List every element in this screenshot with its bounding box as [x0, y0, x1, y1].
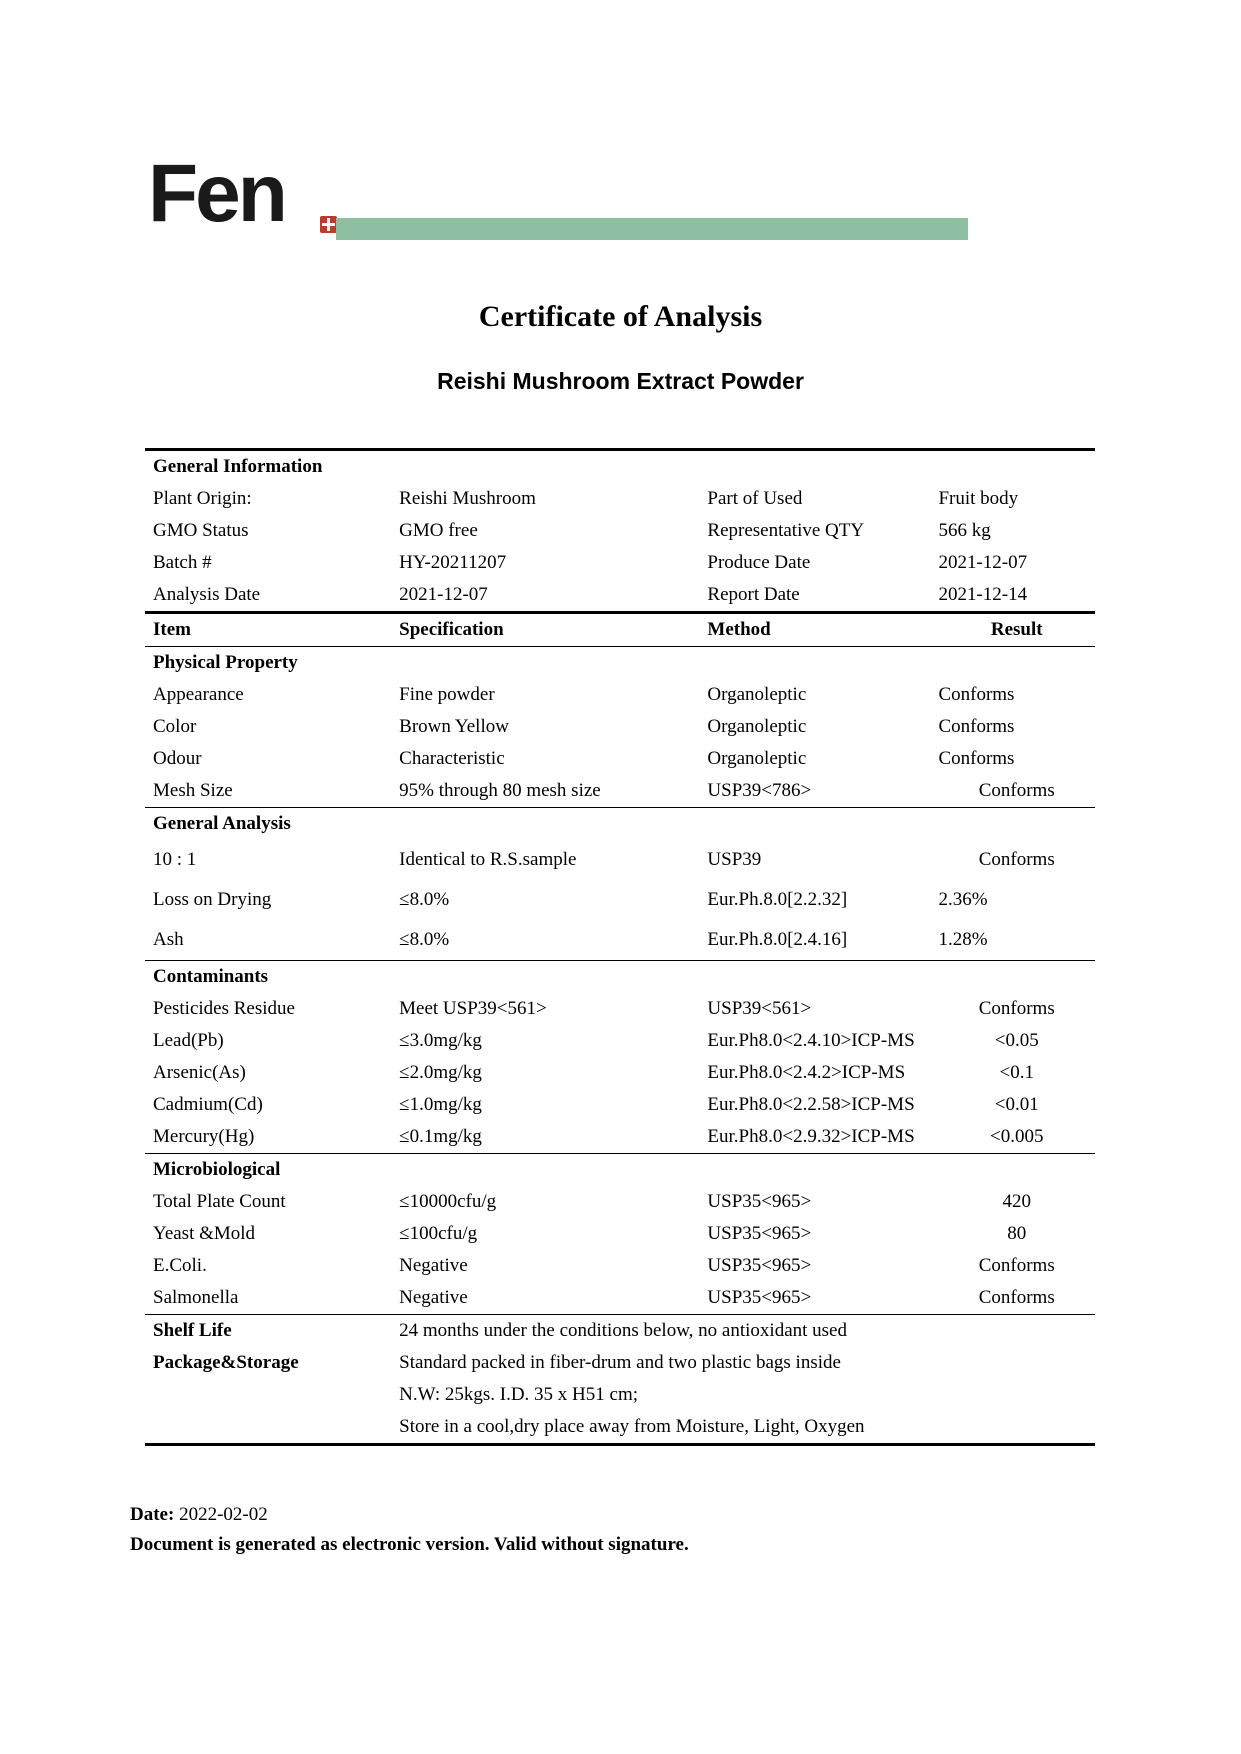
section-heading-general-information: [145, 450, 1095, 484]
table-row: [145, 547, 1095, 579]
cell-specification: Meet USP39<561>: [399, 998, 547, 1019]
cell-label: Part of Used: [707, 488, 803, 509]
shelf-life-label: Shelf Life: [145, 1315, 399, 1348]
cell-label: Report Date: [707, 584, 800, 605]
cell-value: Fruit body: [938, 488, 1019, 509]
cell-item: Salmonella: [153, 1287, 239, 1308]
cell-result: Conforms: [978, 780, 1055, 801]
cell-result: Conforms: [978, 1255, 1055, 1276]
table-row: [145, 515, 1095, 547]
cell-method: USP35<965>: [707, 1191, 812, 1212]
cell-item: E.Coli.: [153, 1255, 207, 1276]
table-row: [145, 1218, 1095, 1250]
cell-specification: ≤10000cfu/g: [399, 1191, 497, 1212]
cell-item: Lead(Pb): [153, 1030, 224, 1051]
cell-method: Eur.Ph8.0<2.4.10>ICP-MS: [707, 1030, 915, 1051]
cell-result: Conforms: [938, 748, 1015, 769]
table-row: [145, 880, 1095, 920]
table-row: [145, 679, 1095, 711]
cell-label: Representative QTY: [707, 520, 865, 541]
cell-method: Eur.Ph8.0<2.9.32>ICP-MS: [707, 1126, 915, 1147]
column-header-method: Method: [707, 613, 938, 647]
cell-item: Mercury(Hg): [153, 1126, 255, 1147]
footer-date-label: Date:: [130, 1504, 175, 1525]
cell-method: Eur.Ph.8.0[2.4.16]: [707, 929, 848, 950]
cell-item: Cadmium(Cd): [153, 1094, 263, 1115]
medical-cross-icon: [320, 216, 337, 233]
package-storage-row: [145, 1411, 1095, 1445]
cell-result: <0.05: [994, 1030, 1039, 1051]
table-row: [145, 711, 1095, 743]
table-row: [145, 1057, 1095, 1089]
cell-result: <0.1: [999, 1062, 1034, 1083]
section-heading-microbiological: [145, 1154, 1095, 1187]
cell-method: USP35<965>: [707, 1255, 812, 1276]
cell-item: Yeast &Mold: [153, 1223, 256, 1244]
cell-specification: ≤3.0mg/kg: [399, 1030, 482, 1051]
cell-specification: ≤8.0%: [399, 889, 450, 910]
cell-value: GMO free: [399, 520, 478, 541]
cell-result: Conforms: [978, 849, 1055, 870]
cell-method: USP39<561>: [707, 998, 812, 1019]
section-heading-label: General Information: [145, 450, 399, 484]
section-heading-contaminants: [145, 961, 1095, 994]
table-row: [145, 483, 1095, 515]
cell-item: Mesh Size: [153, 780, 233, 801]
section-heading-label: Microbiological: [145, 1154, 399, 1187]
cell-method: Eur.Ph8.0<2.2.58>ICP-MS: [707, 1094, 915, 1115]
cell-method: Eur.Ph.8.0[2.2.32]: [707, 889, 848, 910]
section-heading-label: Contaminants: [145, 961, 399, 994]
package-storage-line: Standard packed in fiber-drum and two plastic bags inside: [399, 1352, 841, 1373]
cell-specification: Identical to R.S.sample: [399, 849, 577, 870]
table-row: [145, 743, 1095, 775]
table-row: [145, 775, 1095, 808]
logo-accent-bar: [336, 218, 968, 240]
product-name: Reishi Mushroom Extract Powder: [437, 368, 804, 394]
company-logo: [148, 150, 828, 250]
table-header-row: [145, 613, 1095, 647]
cell-specification: ≤1.0mg/kg: [399, 1094, 482, 1115]
cell-method: USP39<786>: [707, 780, 812, 801]
cell-specification: ≤2.0mg/kg: [399, 1062, 482, 1083]
cell-specification: ≤0.1mg/kg: [399, 1126, 482, 1147]
package-storage-line: N.W: 25kgs. I.D. 35 x H51 cm;: [399, 1384, 639, 1405]
cell-result: <0.01: [994, 1094, 1039, 1115]
table-row: [145, 920, 1095, 961]
cell-method: USP39: [707, 849, 762, 870]
footer-date: [130, 1500, 689, 1530]
cell-method: Organoleptic: [707, 684, 807, 705]
shelf-life-row: [145, 1315, 1095, 1348]
cell-result: 2.36%: [938, 889, 988, 910]
table-row: [145, 1250, 1095, 1282]
cell-result: 420: [1002, 1191, 1031, 1212]
column-header-item: Item: [145, 613, 399, 647]
cell-specification: Negative: [399, 1287, 468, 1308]
cell-specification: Brown Yellow: [399, 716, 509, 737]
cell-method: Organoleptic: [707, 716, 807, 737]
package-storage-row: [145, 1379, 1095, 1411]
cell-result: Conforms: [938, 716, 1015, 737]
table-row: [145, 1282, 1095, 1315]
cell-value: 2021-12-07: [938, 552, 1028, 573]
footer-date-value: 2022-02-02: [179, 1504, 268, 1525]
cell-result: 80: [1007, 1223, 1027, 1244]
table-row: [145, 1025, 1095, 1057]
cell-value: Reishi Mushroom: [399, 488, 536, 509]
cell-method: USP35<965>: [707, 1223, 812, 1244]
section-heading-label: General Analysis: [145, 808, 399, 841]
cell-item: Color: [153, 716, 197, 737]
cell-specification: ≤8.0%: [399, 929, 450, 950]
cell-item: Total Plate Count: [153, 1191, 286, 1212]
section-heading-label: Physical Property: [145, 647, 399, 680]
document-footer: [130, 1500, 689, 1560]
section-heading-general-analysis: [145, 808, 1095, 841]
cell-label: Produce Date: [707, 552, 811, 573]
cell-specification: Fine powder: [399, 684, 495, 705]
cell-item: Pesticides Residue: [153, 998, 295, 1019]
cell-label: Batch #: [153, 552, 212, 573]
table-row: [145, 993, 1095, 1025]
table-row: [145, 1186, 1095, 1218]
cell-item: Appearance: [153, 684, 244, 705]
cell-specification: Negative: [399, 1255, 468, 1276]
cell-specification: Characteristic: [399, 748, 505, 769]
cell-value: 2021-12-14: [938, 584, 1028, 605]
table-row: [145, 579, 1095, 613]
cell-label: Analysis Date: [153, 584, 261, 605]
cell-value: 566 kg: [938, 520, 991, 541]
cell-label: GMO Status: [153, 520, 249, 541]
cell-result: <0.005: [989, 1126, 1044, 1147]
logo-wordmark: Fen: [148, 148, 285, 239]
table-row: [145, 1089, 1095, 1121]
page-title: Certificate of Analysis: [478, 300, 763, 333]
cell-method: Eur.Ph8.0<2.4.2>ICP-MS: [707, 1062, 906, 1083]
table-row: [145, 1121, 1095, 1154]
column-header-specification: Specification: [399, 613, 707, 647]
coa-table: [145, 448, 1095, 1446]
cell-method: USP35<965>: [707, 1287, 812, 1308]
shelf-life-value: 24 months under the conditions below, no antioxidant used: [399, 1315, 1095, 1348]
cell-result: Conforms: [978, 998, 1055, 1019]
cell-result: Conforms: [978, 1287, 1055, 1308]
table-row: [145, 840, 1095, 880]
cell-item: Loss on Drying: [153, 889, 272, 910]
package-storage-label: Package&Storage: [153, 1352, 299, 1373]
package-storage-line: Store in a cool,dry place away from Moisture, Light, Oxygen: [399, 1411, 1095, 1445]
cell-value: HY-20211207: [399, 552, 507, 573]
section-heading-physical-property: [145, 647, 1095, 680]
package-storage-row: [145, 1347, 1095, 1379]
cell-item: Odour: [153, 748, 202, 769]
cell-specification: ≤100cfu/g: [399, 1223, 478, 1244]
cell-result: 1.28%: [938, 929, 988, 950]
cell-item: 10 : 1: [153, 849, 197, 870]
cell-specification: 95% through 80 mesh size: [399, 780, 601, 801]
cell-item: Arsenic(As): [153, 1062, 246, 1083]
cell-method: Organoleptic: [707, 748, 807, 769]
cell-item: Ash: [153, 929, 184, 950]
cell-label: Plant Origin:: [153, 488, 252, 509]
cell-value: 2021-12-07: [399, 584, 488, 605]
column-header-result: Result: [938, 613, 1095, 647]
footer-note: Document is generated as electronic version. Valid without signature.: [130, 1534, 689, 1555]
cell-result: Conforms: [938, 684, 1015, 705]
